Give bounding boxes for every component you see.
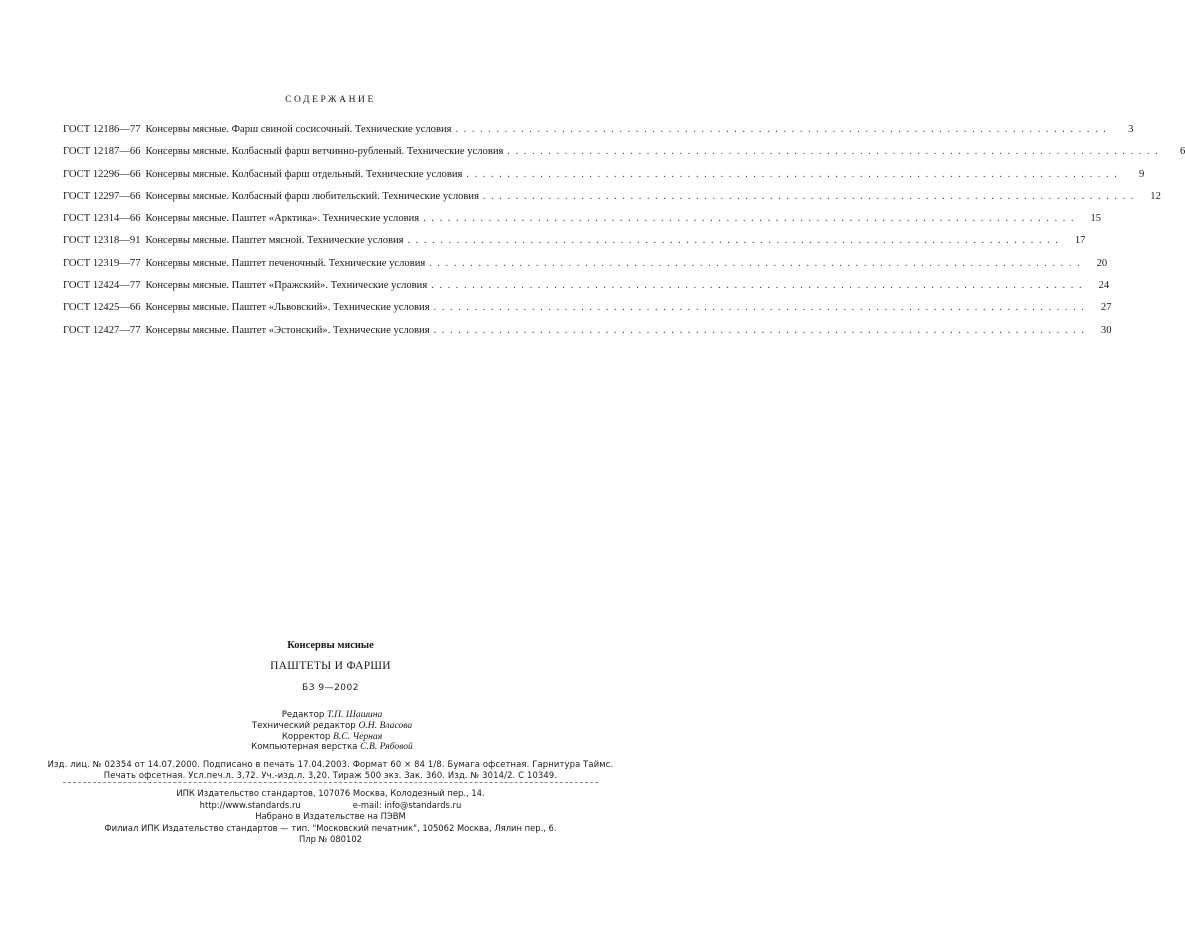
credit-name: В.С. Черная [333, 730, 383, 742]
toc-entry-title: Консервы мясные. Паштет «Пражский». Технические условия [145, 280, 428, 292]
credit-role: Редактор [281, 710, 325, 720]
toc-entry-title: Консервы мясные. Паштет печеночный. Технические условия [145, 257, 426, 269]
toc-entry [63, 146, 1185, 168]
credit-role: Компьютерная верстка [251, 742, 358, 753]
credits-block [222, 710, 442, 753]
table-of-contents [63, 124, 1185, 347]
credit-name: О.Н. Власова [358, 719, 413, 731]
toc-entry-title: Консервы мясные. Паштет «Львовский». Технические условия [145, 302, 430, 314]
publisher-email: e-mail: info@standards.ru [352, 799, 462, 810]
credit-name: Т.П. Шашина [327, 709, 383, 720]
toc-entry [63, 280, 1110, 302]
toc-entry-title: Консервы мясные. Паштет «Арктика». Технические условия [145, 213, 420, 225]
toc-leader-dots [423, 213, 1075, 224]
toc-entry-code: ГОСТ 12425—66 [63, 302, 141, 314]
toc-entry-code: ГОСТ 12318—91 [63, 235, 141, 247]
toc-entry-title: Консервы мясные. Колбасный фарш отдельный. Технические условия [145, 168, 463, 180]
toc-leader-dots [434, 325, 1086, 336]
toc-entry-page: 9 [1139, 168, 1145, 180]
branch-address: Филиал ИПК Издательство стандартов — тип. "Московский печатник", 105062 Москва, Лялин пер., 6. [104, 822, 557, 833]
publisher-contacts [0, 800, 661, 812]
toc-entry-page: 3 [1128, 124, 1134, 135]
toc-leader-dots [408, 235, 1060, 246]
toc-entry-page: 15 [1090, 213, 1102, 225]
toc-entry-code: ГОСТ 12186—77 [63, 124, 141, 135]
toc-entry-page: 27 [1100, 302, 1112, 314]
toc-entry-code: ГОСТ 12427—77 [63, 324, 141, 336]
divider-rule [63, 782, 598, 783]
toc-entry-title: Консервы мясные. Колбасный фарш любительский. Технические условия [145, 190, 479, 202]
toc-entry [63, 213, 1102, 235]
toc-leader-dots [456, 124, 1108, 135]
publisher-website: http://www.standards.ru [199, 799, 301, 810]
toc-leader-dots [483, 191, 1135, 202]
toc-entry-title: Консервы мясные. Колбасный фарш ветчинно-рубленый. Технические условия [145, 146, 504, 158]
toc-entry-title: Консервы мясные. Паштет мясной. Технические условия [145, 235, 404, 247]
credit-line [222, 742, 442, 753]
toc-entry [63, 124, 1134, 146]
print-details-line-1: Изд. лиц. № 02354 от 14.07.2000. Подписано в печать 17.04.2003. Формат 60 × 84 1/8. Бумага офсетная. Гарнитура Таймс. [47, 759, 614, 769]
toc-entry-code: ГОСТ 12296—66 [63, 168, 141, 180]
toc-entry-code: ГОСТ 12319—77 [63, 257, 141, 269]
toc-leader-dots [431, 280, 1083, 291]
print-details-line-2: Печать офсетная. Усл.печ.л. 3,72. Уч.-изд.л. 3,20. Тираж 500 экз. Зак. 360. Изд. № 3014/2. С 10349. [103, 770, 558, 780]
publisher-block [0, 788, 661, 846]
toc-entry [63, 168, 1145, 191]
toc-entry-code: ГОСТ 12187—66 [63, 146, 141, 158]
plr-number: Плр № 080102 [299, 834, 362, 845]
toc-entry [63, 235, 1086, 257]
toc-entry-code: ГОСТ 12297—66 [63, 190, 141, 202]
toc-leader-dots [434, 302, 1086, 313]
toc-entry-page: 20 [1096, 257, 1108, 269]
publisher-address: ИПК Издательство стандартов, 107076 Москва, Колодезный пер., 14. [176, 788, 485, 798]
toc-entry-code: ГОСТ 12314—66 [63, 213, 141, 225]
toc-leader-dots [507, 146, 1159, 157]
toc-entry-page: 17 [1074, 235, 1086, 247]
credit-role: Корректор [281, 731, 331, 742]
contents-title: СОДЕРЖАНИЕ [285, 95, 376, 105]
toc-leader-dots [429, 258, 1081, 269]
toc-leader-dots [466, 169, 1118, 180]
typeset-note: Набрано в Издательстве на ПЭВМ [255, 811, 406, 822]
credit-line [222, 721, 442, 732]
toc-entry [63, 190, 1161, 213]
toc-entry-page: 6 [1180, 146, 1185, 158]
toc-entry [63, 257, 1108, 280]
book-title: Консервы мясные [287, 640, 374, 651]
credit-name: С.В. Рябовой [360, 741, 413, 753]
credit-role: Технический редактор [251, 720, 356, 731]
toc-entry-title: Консервы мясные. Фарш свиной сосисочный. Технические условия [145, 124, 452, 135]
book-subtitle: ПАШТЕТЫ И ФАРШИ [270, 660, 391, 672]
toc-entry-page: 30 [1100, 324, 1112, 336]
toc-entry-page: 12 [1150, 190, 1161, 202]
toc-entry-code: ГОСТ 12424—77 [63, 280, 141, 292]
bz-number: БЗ 9—2002 [302, 683, 359, 693]
toc-entry [63, 324, 1112, 347]
toc-entry-page: 24 [1098, 280, 1110, 292]
toc-entry-title: Консервы мясные. Паштет «Эстонский». Технические условия [145, 324, 430, 336]
toc-entry [63, 302, 1112, 324]
